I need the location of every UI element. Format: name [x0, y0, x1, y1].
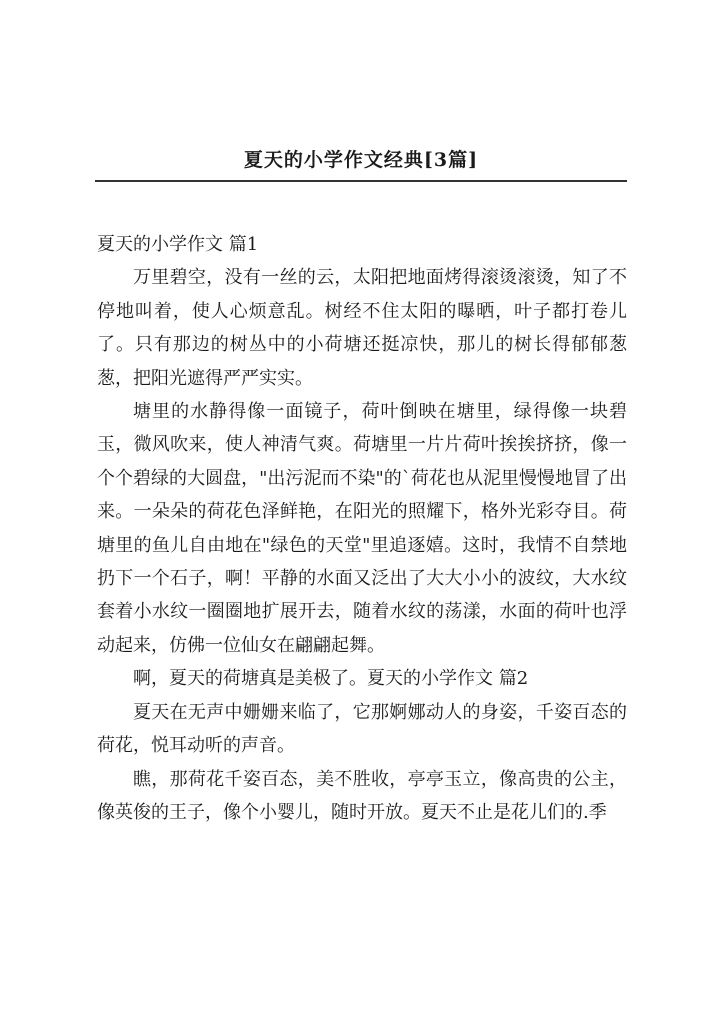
- document-title: 夏天的小学作文经典[3篇]: [243, 149, 479, 171]
- paragraph: 啊，夏天的荷塘真是美极了。夏天的小学作文 篇2: [133, 668, 529, 690]
- paragraph: 瞧，那荷花千姿百态，美不胜收，亭亭玉立，像高贵的公主，像英俊的王子，像个小婴儿，随时开放。夏天不止是花儿们的.季: [97, 768, 627, 823]
- paragraph: 万里碧空，没有一丝的云，太阳把地面烤得滚烫滚烫，知了不停地叫着，使人心烦意乱。树经不住太阳的曝晒，叶子都打卷儿了。只有那边的树丛中的小荷塘还挺凉快，那儿的树长得郁郁葱葱，把阳光遮得严严实实。: [97, 267, 627, 389]
- section-heading: 夏天的小学作文 篇1: [97, 234, 259, 255]
- title-underline: [95, 180, 627, 182]
- paragraph: 夏天在无声中姗姗来临了，它那婀娜动人的身姿，千姿百态的荷花，悦耳动听的声音。: [97, 701, 627, 757]
- document-body: [97, 228, 627, 829]
- paragraph: 塘里的水静得像一面镜子，荷叶倒映在塘里，绿得像一块碧玉，微风吹来，使人神清气爽。荷塘里一片片荷叶挨挨挤挤，像一个个碧绿的大圆盘，"出污泥而不染"的`荷花也从泥里慢慢地冒了出来。一朵朵的荷花色泽鲜艳，在阳光的照耀下，格外光彩夺目。荷塘里的鱼儿自由地在"绿色的天堂"里追逐嬉。这时，我情不自禁地扔下一个石子，啊！平静的水面又泛出了大大小小的波纹，大水纹套着小水纹一圈圈地扩展开去，随着水纹的荡漾，水面的荷叶也浮动起来，仿佛一位仙女在翩翩起舞。: [97, 401, 627, 656]
